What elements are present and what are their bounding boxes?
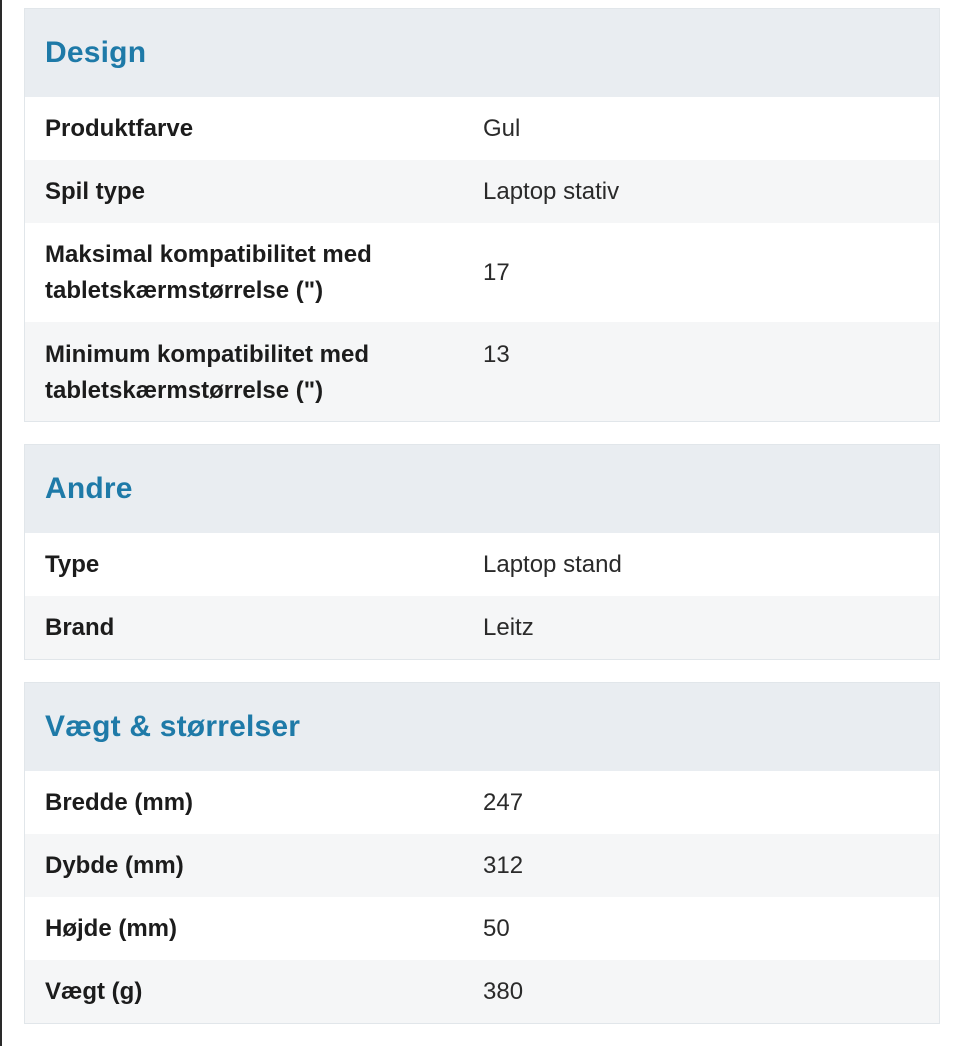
spec-row (25, 834, 939, 897)
spec-value: Leitz (483, 613, 534, 641)
spec-value: 50 (483, 914, 510, 942)
spec-row (25, 596, 939, 659)
spec-section-weight-size (24, 682, 940, 1024)
window-left-edge (0, 0, 2, 1046)
spec-label: Højde (mm) (45, 914, 177, 942)
spec-row (25, 960, 939, 1023)
spec-value: 13 (483, 341, 510, 368)
spec-row (25, 897, 939, 960)
spec-label: Bredde (mm) (45, 788, 194, 816)
spec-section-andre (24, 444, 940, 660)
spec-value: Laptop stand (483, 550, 622, 578)
spec-label: Minimum kompatibilitet med tabletskærmstørrelse (") (45, 341, 370, 404)
section-title: Andre (45, 472, 133, 505)
spec-label: Maksimal kompatibilitet med tabletskærmstørrelse (") (45, 240, 372, 304)
spec-row (25, 533, 939, 596)
spec-value: Laptop stativ (483, 177, 620, 205)
spec-label: Brand (45, 613, 115, 641)
spec-rows (25, 771, 939, 1023)
section-header (25, 445, 939, 533)
spec-label: Spil type (45, 177, 146, 205)
spec-rows (25, 97, 939, 421)
spec-value: 312 (483, 851, 524, 879)
spec-section-design (24, 8, 940, 422)
spec-row (25, 322, 939, 421)
spec-label: Dybde (mm) (45, 851, 184, 879)
spec-row (25, 771, 939, 834)
spec-value: Gul (483, 114, 521, 142)
spec-value: 247 (483, 788, 524, 816)
spec-row (25, 97, 939, 160)
spec-page (24, 8, 940, 1046)
section-title: Vægt & størrelser (45, 710, 301, 743)
spec-rows (25, 533, 939, 659)
section-header (25, 9, 939, 97)
spec-label: Type (45, 550, 100, 578)
spec-row (25, 223, 939, 322)
spec-row (25, 160, 939, 223)
section-header (25, 683, 939, 771)
spec-label: Produktfarve (45, 114, 194, 142)
spec-value: 17 (483, 258, 510, 286)
spec-label: Vægt (g) (45, 977, 143, 1005)
spec-value: 380 (483, 977, 524, 1005)
section-title: Design (45, 36, 147, 69)
